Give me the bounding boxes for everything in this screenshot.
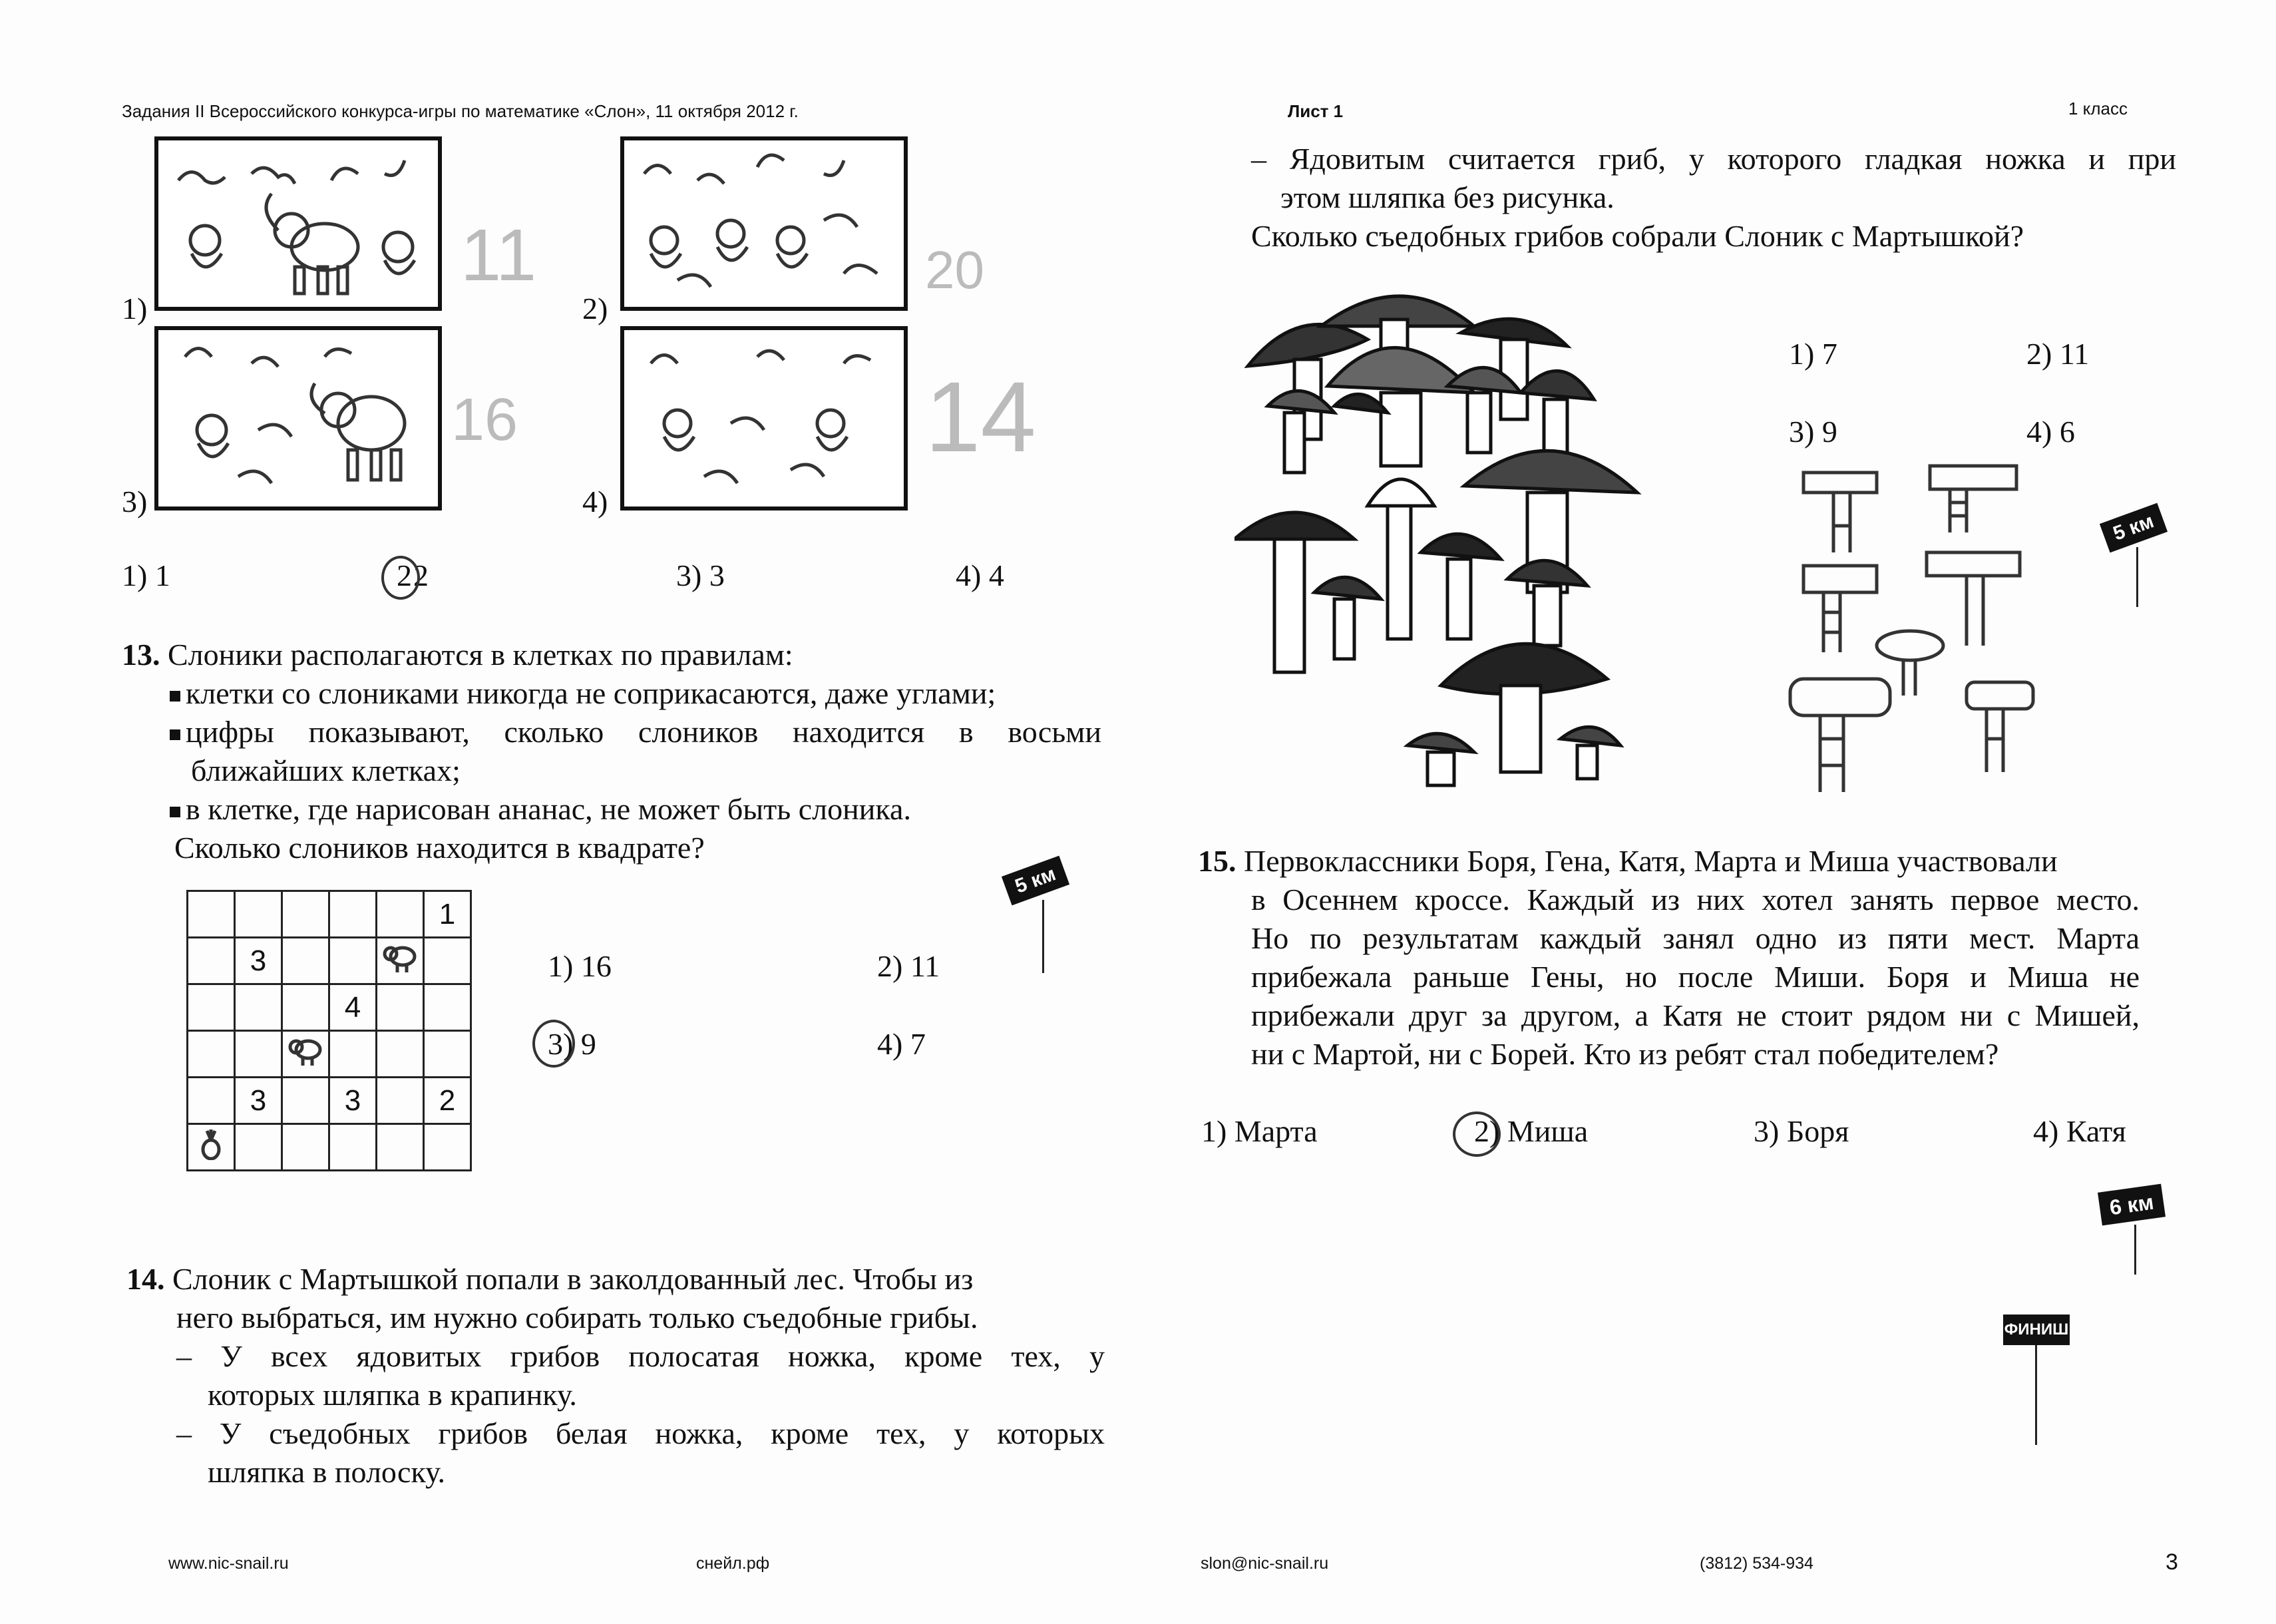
q14-rule-2: – У съедобных грибов белая ножка, кроме тех, у которых xyxy=(176,1416,1105,1450)
q15-line-3: Но по результатам каждый занял одно из пяти мест. Марта xyxy=(1251,921,2140,955)
q15-answer-2-number[interactable]: 2 xyxy=(1474,1114,1489,1148)
grid-number: 1 xyxy=(424,891,471,938)
picture-3 xyxy=(154,326,442,510)
q13-answer-3[interactable]: ) 9 xyxy=(563,1027,596,1061)
q13-answer-4[interactable]: 4) 7 xyxy=(877,1027,926,1061)
q13-intro: Слоники располагаются в клетках по правилам: xyxy=(168,638,793,672)
q14-answer-1[interactable]: 1) 7 xyxy=(1789,337,1837,371)
elephant-icon xyxy=(377,938,424,984)
q15-line-1-text: Первоклассники Боря, Гена, Катя, Марта и Миша участвовали xyxy=(1244,844,2058,878)
q15-answer-2[interactable]: ) Миша xyxy=(1489,1114,1589,1148)
picture-4 xyxy=(620,326,908,510)
q15-answer-1[interactable]: 1) Марта xyxy=(1201,1114,1318,1148)
grid-number: 2 xyxy=(424,1078,471,1124)
q13-bullet-2-text: цифры показывают, сколько слоников находится в восьми xyxy=(186,715,1101,749)
footer-rf[interactable]: снейл.рф xyxy=(696,1554,770,1573)
q13-bullet-1-text: клетки со слониками никогда не соприкасаются, даже углами; xyxy=(186,676,996,710)
handwritten-note-2: 20 xyxy=(925,240,984,300)
q13-bullet-2 xyxy=(170,713,1101,751)
q14-answer-2[interactable]: 2) 11 xyxy=(2026,337,2090,371)
sign-pole xyxy=(1042,900,1044,973)
q15-answer-3[interactable]: 3) Боря xyxy=(1754,1114,1849,1148)
sign-pole xyxy=(2035,1345,2037,1445)
q14-answer-4[interactable]: 4) 6 xyxy=(2026,415,2075,449)
bullet-icon xyxy=(170,807,180,817)
grid-number: 4 xyxy=(329,984,377,1031)
q14-rule-3: – Ядовитым считается гриб, у которого гладкая ножка и при xyxy=(1251,142,2176,176)
q14-rule-1: – У всех ядовитых грибов полосатая ножка, кроме тех, у xyxy=(176,1339,1105,1373)
q12-answer-2[interactable]: 2 xyxy=(413,558,429,592)
picture-2 xyxy=(620,136,908,311)
q14-number: 14. xyxy=(126,1262,165,1296)
q12-answer-4[interactable]: 4) 4 xyxy=(956,558,1004,592)
q15-number: 15. xyxy=(1198,844,1236,878)
elephant-grid xyxy=(186,890,472,1171)
pineapple-icon xyxy=(188,1124,235,1171)
q13-answer-2[interactable]: 2) 11 xyxy=(877,949,940,983)
q13-answer-3-number[interactable]: 3 xyxy=(548,1027,563,1061)
q15-line-2: в Осеннем кроссе. Каждый из них хотел занять первое место. xyxy=(1251,883,2140,916)
handwritten-note-1: 11 xyxy=(461,214,537,296)
q13-bullet-3 xyxy=(170,790,911,829)
picture-label-2: 2) xyxy=(582,292,608,325)
q13-answer-1[interactable]: 1) 16 xyxy=(548,949,612,983)
handwritten-note-4: 14 xyxy=(925,361,1036,473)
animals-sketch-3 xyxy=(158,330,438,507)
q13-question: Сколько слоников находится в квадрате? xyxy=(174,831,705,865)
q14-line-1 xyxy=(126,1260,973,1299)
picture-label-4: 4) xyxy=(582,485,608,518)
q13-bullet-3-text: в клетке, где нарисован ананас, не может быть слоника. xyxy=(186,792,911,826)
mushrooms-illustration xyxy=(1234,286,1740,792)
page-number: 3 xyxy=(2166,1549,2178,1575)
picture-label-1: 1) xyxy=(122,292,148,325)
grade-label: 1 класс xyxy=(2068,99,2128,118)
footer-site[interactable]: www.nic-snail.ru xyxy=(168,1554,289,1573)
sign-plate: 5 км xyxy=(1002,856,1069,906)
grid-number: 3 xyxy=(235,938,282,984)
q15-line-1 xyxy=(1198,842,2140,881)
q14-rule-1-cont: которых шляпка в крапинку. xyxy=(208,1378,577,1412)
q14-line-2: него выбраться, им нужно собирать только съедобные грибы. xyxy=(176,1301,978,1334)
sign-plate: 6 км xyxy=(2098,1184,2166,1226)
bullet-icon xyxy=(170,729,180,740)
sign-pole xyxy=(2134,1225,2136,1275)
elephant-icon xyxy=(282,1031,329,1078)
q12-answer-1[interactable]: 1) 1 xyxy=(122,558,170,592)
handwritten-mushroom-sketches xyxy=(1784,459,2036,805)
q14-rule-2-cont: шляпка в полоску. xyxy=(208,1455,446,1489)
q13-bullet-1 xyxy=(170,674,996,713)
picture-1 xyxy=(154,136,442,311)
q14-rule-3-cont: этом шляпка без рисунка. xyxy=(1280,180,1614,214)
q15-line-4: прибежала раньше Гены, но после Миши. Боря и Миша не xyxy=(1251,960,2140,994)
q13-bullet-2-cont: ближайших клетках; xyxy=(191,753,461,787)
q12-answer-2-number[interactable]: 2 xyxy=(397,558,412,592)
grid-number: 3 xyxy=(235,1078,282,1124)
grid-number: 3 xyxy=(329,1078,377,1124)
sign-pole xyxy=(2136,547,2138,607)
bullet-icon xyxy=(170,691,180,702)
q15-line-5: прибежали друг за другом, а Катя не стоит рядом ни с Мишей, xyxy=(1251,998,2140,1032)
selected-answer-mark xyxy=(1453,1112,1501,1157)
footer-email[interactable]: slon@nic-snail.ru xyxy=(1201,1554,1329,1573)
animals-sketch-4 xyxy=(624,330,904,507)
handwritten-note-3: 16 xyxy=(451,387,518,453)
sheet-label: Лист 1 xyxy=(1288,101,1344,121)
q15-answer-4[interactable]: 4) Катя xyxy=(2033,1114,2126,1148)
q14-answer-3[interactable]: 3) 9 xyxy=(1789,415,1837,449)
header-title: Задания II Всероссийского конкурса-игры по математике «Слон», 11 октября 2012 г. xyxy=(122,101,799,121)
footer-phone: (3812) 534-934 xyxy=(1700,1554,1813,1573)
animals-sketch-1 xyxy=(158,140,438,307)
q14-question: Сколько съедобных грибов собрали Слоник с Мартышкой? xyxy=(1251,219,2024,253)
selected-answer-mark xyxy=(381,556,420,600)
q12-answer-3[interactable]: 3) 3 xyxy=(676,558,725,592)
animals-sketch-2 xyxy=(624,140,904,307)
q15-line-6: ни с Мартой, ни с Борей. Кто из ребят стал победителем? xyxy=(1251,1037,1999,1071)
q13-number: 13. xyxy=(122,638,160,672)
selected-answer-mark xyxy=(532,1020,575,1068)
sign-plate: ФИНИШ xyxy=(2003,1315,2070,1345)
picture-label-3: 3) xyxy=(122,485,148,518)
q14-line-1-text: Слоник с Мартышкой попали в заколдованный лес. Чтобы из xyxy=(172,1262,974,1296)
q13-text xyxy=(122,636,793,674)
sign-plate: 5 км xyxy=(2100,503,2168,553)
